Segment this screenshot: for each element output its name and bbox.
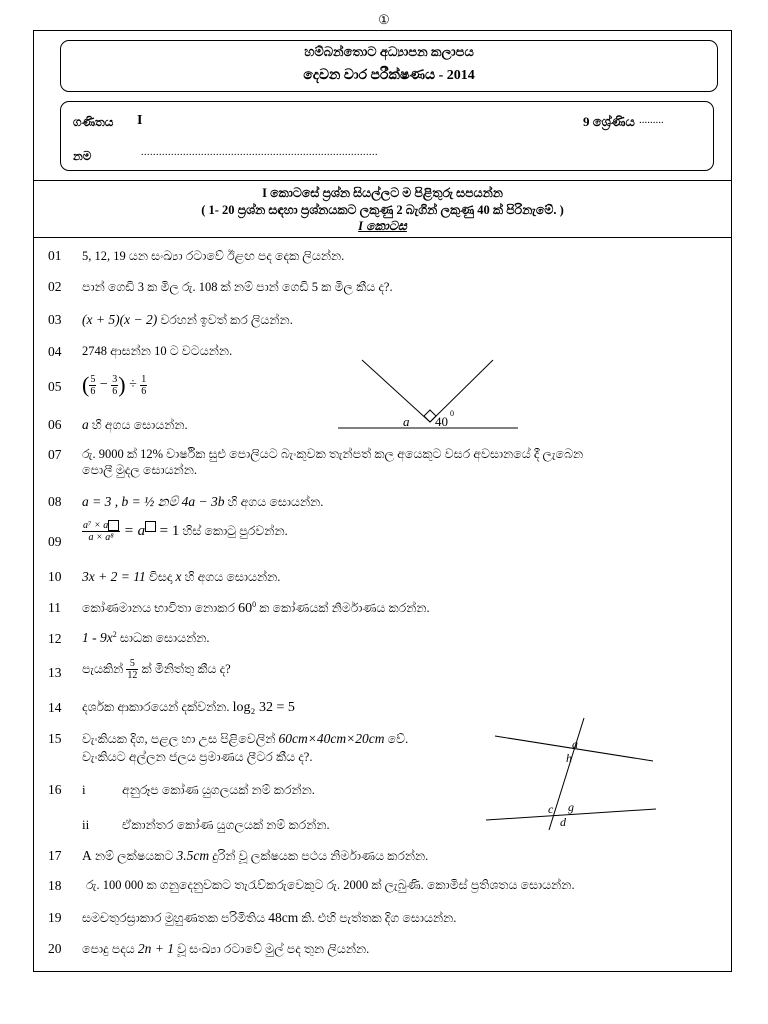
q05-number: 05 — [48, 379, 62, 394]
grade-dots: ......... — [639, 114, 664, 126]
q15-number: 15 — [48, 731, 62, 746]
divider — [33, 180, 732, 181]
q09-expression: $\frac{\text{a⁷ × a}}{\text{a × a⁸}}$ = a = 1 හිස් කොටු පුරවන්න. — [83, 520, 288, 543]
subject-label: ගණිතය — [73, 115, 114, 129]
q15-line-1: වැංකියක දිග, පළල හා උස පිළිවෙලින් 60cm×40cm×20cm වේ. — [82, 731, 409, 746]
section-title: I කොටස — [358, 219, 407, 233]
q18-number: 18 — [48, 878, 62, 893]
grade-label: 9 ශ්‍රේණිය — [583, 114, 635, 129]
q14-number: 14 — [48, 700, 62, 715]
q17-number: 17 — [48, 848, 62, 863]
blank-box — [145, 521, 156, 532]
zone-title: හම්බන්තොට අධ්‍යාපන කලාපය — [304, 44, 474, 59]
q10-text: 3x + 2 = 11 විසදා x හි අගය සොයන්න. — [82, 569, 281, 584]
q19-text: සමචතුරස්‍රාකාර මුහුණතක පරිමිතිය 48cm කි. එහි පැත්තක දිග සොයන්න. — [82, 910, 457, 925]
q16-text-ii: ඒකාන්තර කෝණ යුගලයක් නම් කරන්න. — [122, 818, 330, 832]
q20-text: පොදු පදය 2n + 1 වූ සංඛ්‍යා රටාවේ මුල් පද තුන ලියන්න. — [82, 941, 370, 956]
divider — [33, 237, 732, 238]
q08-text: a = 3 , b = ½ නම් 4a − 3b හි අගය සොයන්න. — [82, 494, 324, 509]
q15-line-2: වැංකියට අල්ලන ජලය ප්‍රමාණය ලීටර කීය ද?. — [82, 750, 313, 764]
q03-number: 03 — [48, 312, 62, 327]
svg-text:0: 0 — [450, 409, 454, 418]
q01-number: 01 — [48, 248, 62, 263]
q08-number: 08 — [48, 494, 62, 509]
q17-text: A නම් ලක්ෂයකට 3.5cm දුරින් වූ ලක්ෂයක පථය නිර්මාණය කරන්න. — [82, 848, 429, 863]
q07-line-2: පොලී මුදල සොයන්න. — [82, 463, 197, 477]
angle-figure — [330, 358, 530, 436]
paper-number: I — [137, 113, 143, 128]
q12-text: $1 - 9x^2$ සාධක සොයන්න. — [82, 630, 210, 646]
q11-number: 11 — [48, 600, 61, 615]
q10-number: 10 — [48, 569, 62, 584]
q16-sub-ii: ii — [82, 817, 90, 832]
exam-title: දෙවන වාර පරීක්ෂණය - 2014 — [303, 68, 475, 83]
name-label: නම — [73, 149, 92, 163]
q07-number: 07 — [48, 447, 62, 462]
info-box — [60, 101, 714, 171]
transversal-figure — [480, 712, 660, 834]
instruction-line-1: I කොටසේ ප්‍රශ්න සියල්ලට ම පිළිතුරු සපයන්න — [262, 186, 503, 200]
q13-text: පැයකින් $\frac{5}{12}$ ක් මිනිත්තු කීය ද? — [82, 658, 231, 681]
label-g: g — [568, 800, 574, 814]
q04-number: 04 — [48, 344, 62, 359]
q01-text: 5, 12, 19 යන සංඛ්‍යා රටාවේ ඊළඟ පද දෙක ලියන්න. — [82, 249, 345, 263]
q09-number: 09 — [48, 534, 62, 549]
instruction-line-2: ( 1- 20 ප්‍රශ්න සඳහා ප්‍රශ්නයකට ලකුණු 2 බැගින් ලකුණු 40 ක් පිරිනැමේ. ) — [201, 203, 564, 217]
angle-a-label: a — [403, 414, 410, 429]
q20-number: 20 — [48, 941, 62, 956]
angle-40-label: 40 — [435, 414, 448, 429]
q11-text: කෝණමානය භාවිතා නොකර $60^0$ ක කෝණයක් නිර්මාණය කරන්න. — [82, 600, 430, 617]
header-box — [60, 40, 718, 92]
q03-math: (x + 5)(x − 2) — [82, 312, 158, 327]
blank-box — [108, 520, 119, 531]
label-c: c — [548, 802, 554, 816]
q07-line-1: රු. 9000 ක් 12% වාර්ෂික සුළු පොලියට බැංකුවක තැන්පත් කල අයෙකුට වසර අවසානයේ දී ලැබෙන — [82, 447, 584, 461]
q19-number: 19 — [48, 910, 62, 925]
q18-text: රු. 100 000 ක ගනුදෙනුවකට තැරැව්කරුවෙකුට රු. 2000 ක් ලැබුණි. කොමිස් ප්‍රතිශතය සොයන්න. — [86, 878, 575, 892]
label-h: h — [566, 751, 572, 765]
q06-number: 06 — [48, 417, 62, 432]
q04-text: 2748 ආසන්න 10 ට වටයන්න. — [82, 344, 233, 358]
q12-number: 12 — [48, 631, 62, 646]
name-dots: ............................................................................... — [141, 147, 378, 158]
q02-number: 02 — [48, 279, 62, 294]
q05-expression: ( $\frac{5}{6}$ − $\frac{3}{6}$ ) ÷ $\frac{1}{6}$ — [82, 372, 147, 397]
q14-text: දර්ශක ආකාරයෙන් දක්වන්න. log₂ 32 = 5 — [82, 700, 295, 715]
q16-number: 16 — [48, 782, 62, 797]
label-a: a — [572, 737, 578, 751]
q03-text: (x + 5)(x − 2) වරහන් ඉවත් කර ලියන්න. — [82, 312, 293, 327]
page-number: ① — [378, 12, 390, 27]
label-d: d — [560, 815, 566, 829]
q13-number: 13 — [48, 665, 62, 680]
q16-text-i: අනුරූප කෝණ යුගලයක් නම් කරන්න. — [122, 783, 315, 797]
q16-sub-i: i — [82, 782, 86, 797]
q06-text: a හි අගය සොයන්න. — [82, 417, 188, 432]
q02-text: පාන් ගෙඩි 3 ක මිල රු. 108 ක් නම් පාන් ගෙඩි 5 ක මිල කීය ද?. — [82, 280, 393, 294]
